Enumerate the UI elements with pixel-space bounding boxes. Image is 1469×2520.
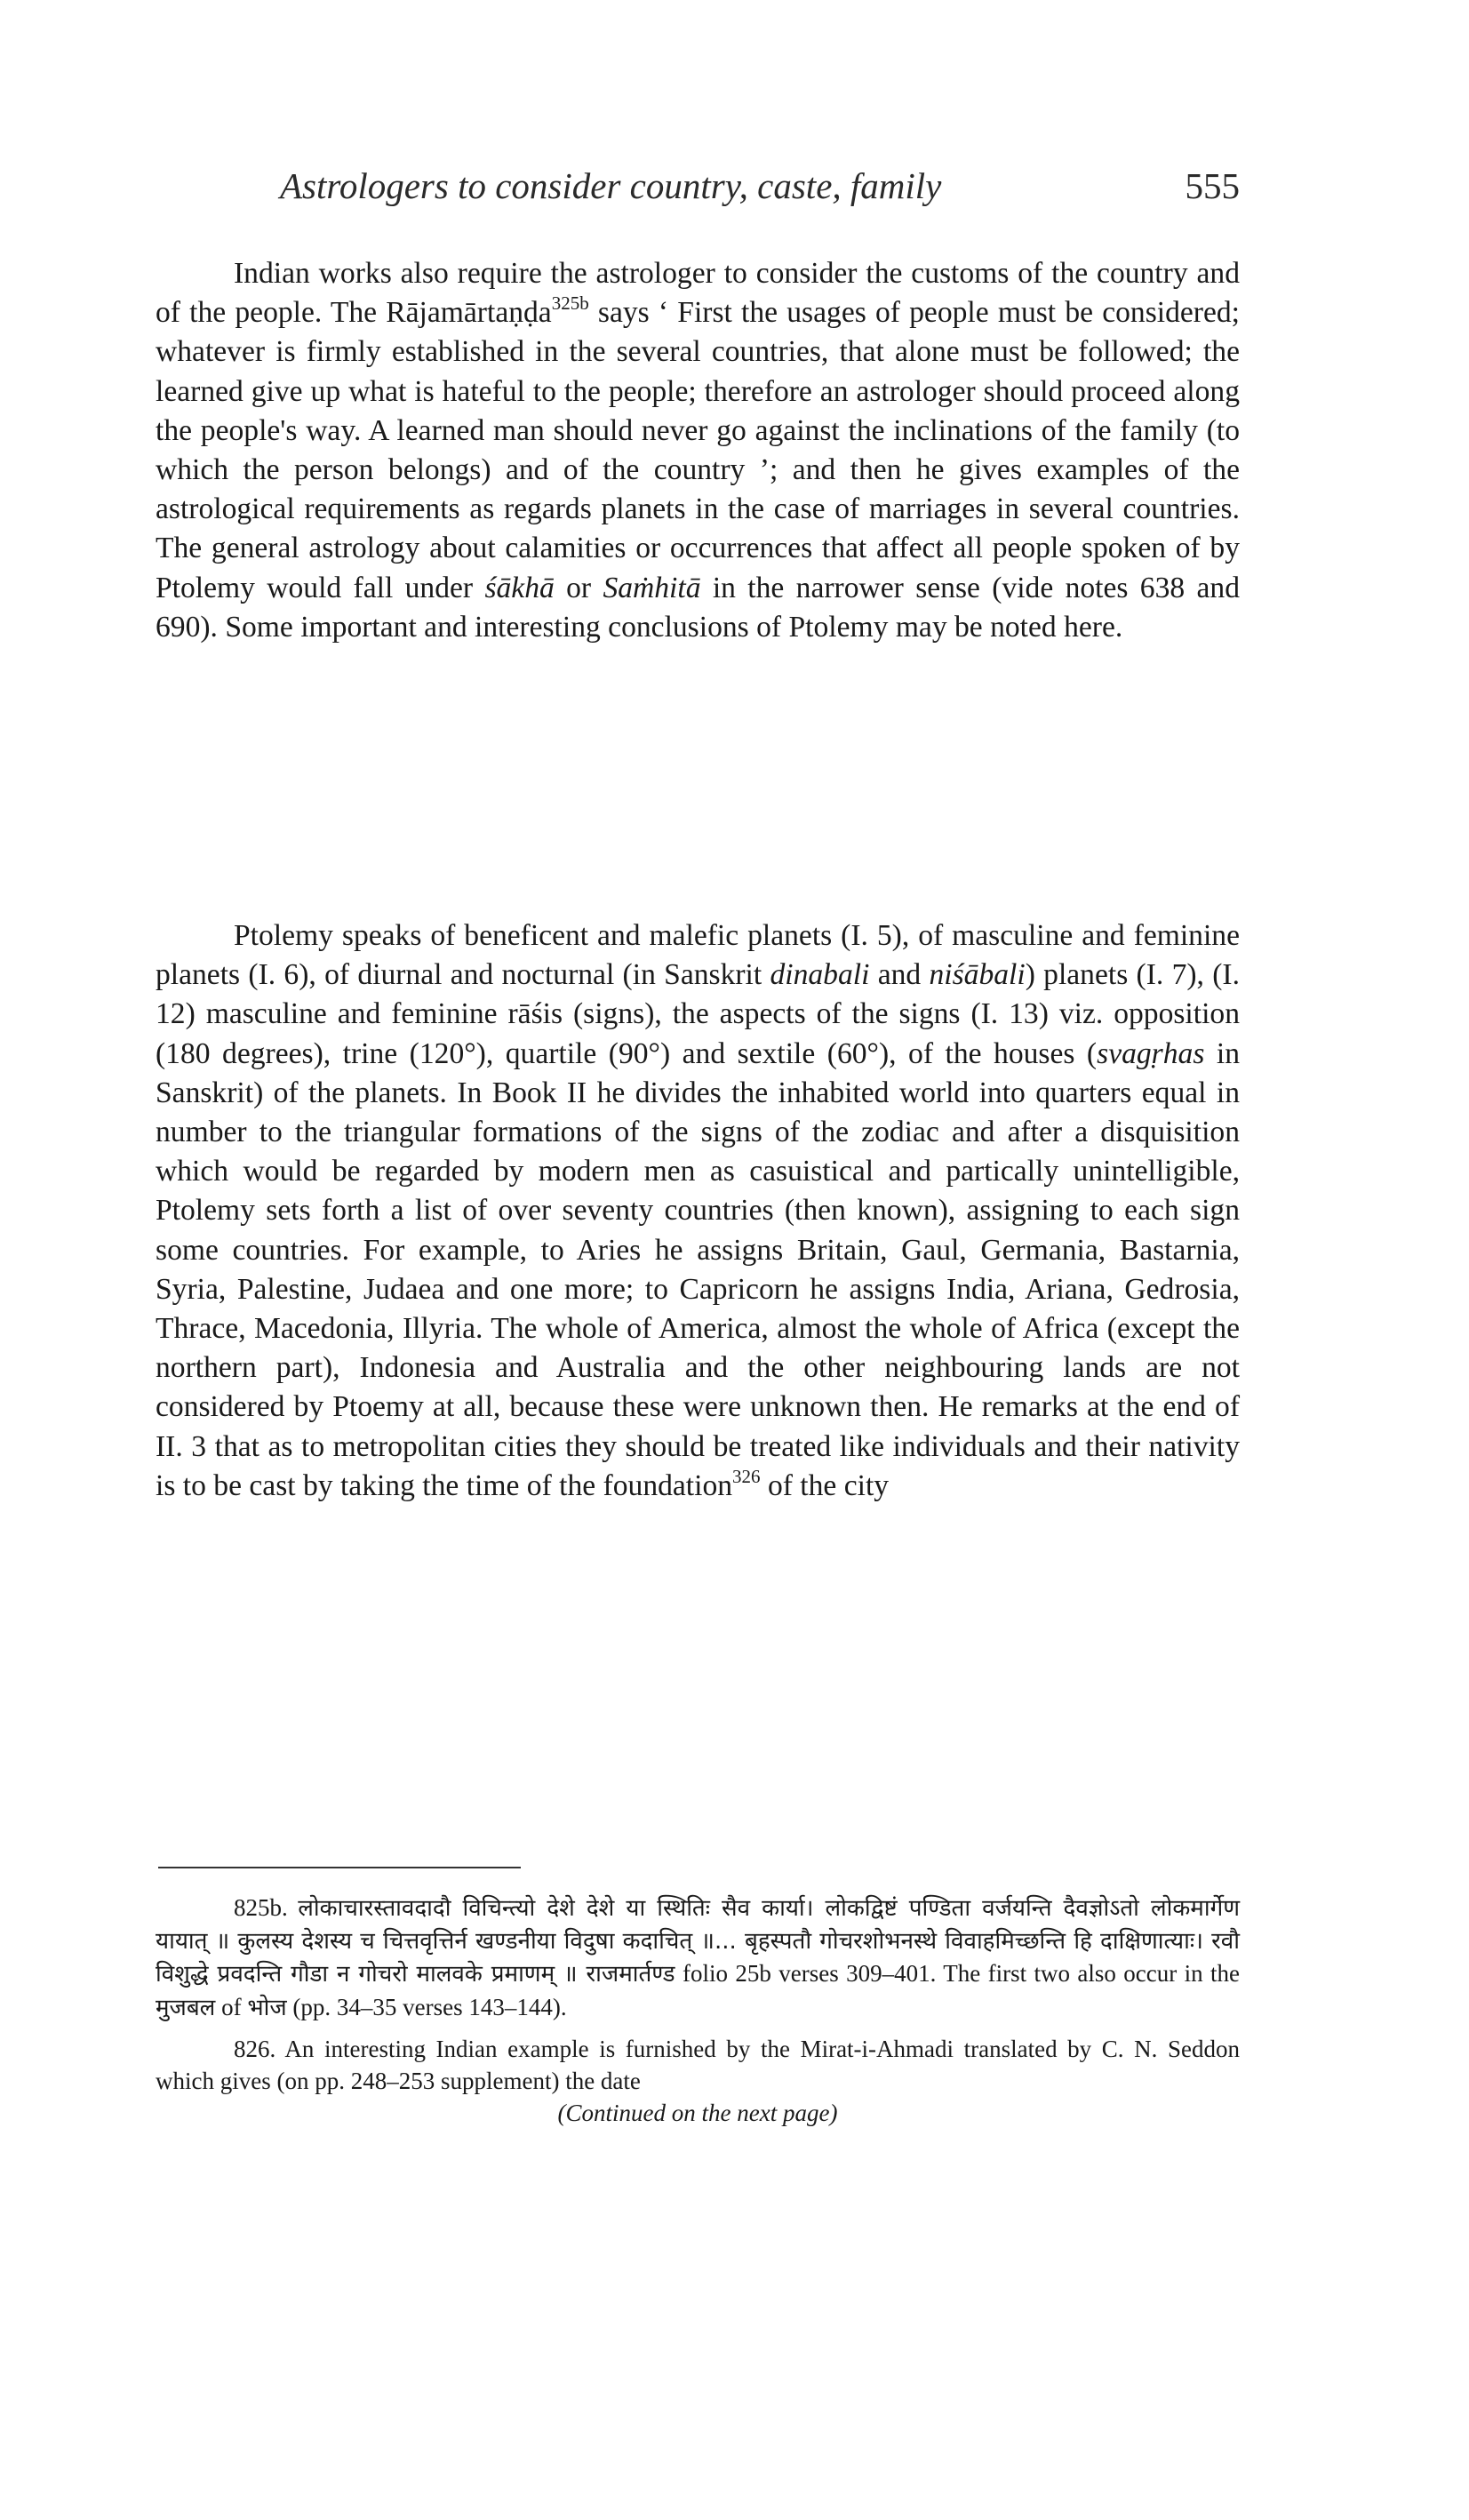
paragraph-1-text-b: says ‘ First the usages of people must be considered; whatever is firmly established in the several countries, that alone must be followed; the learned give up what is hateful to the people; therefore an astrologer should proceed along the people's way. A learned man should never go against the inclinations of the family (to which the person belongs) and of the country ’; and then he gives examples of the astrological requirements as regards planets in the case of marriages in several countries. The general astrology about calamities or occurrences that affect all people spoken of by Ptolemy would fall under — [156, 296, 1240, 604]
paragraph-2-text-c: ) planets (I. 7), (I. 12) masculine and feminine rāśis (signs), the aspects of the signs (I. 13) viz. opposition (180 degrees), trine (120°), quartile (90°) and sextile (60°), of the houses ( — [156, 958, 1240, 1070]
footnote-326-text: An interesting Indian example is furnished by the Mirat-i-Ahmadi translated by C. N. Seddon which gives (on pp. 248–253 supplement) the date — [156, 2035, 1240, 2095]
footnote-325b-label: 825b. — [234, 1894, 288, 1921]
paragraph-2-text-d: in Sanskrit) of the planets. In Book II he divides the inhabited world into quarters equal in number to the triangular formations of the signs of the zodiac and after a disquisition which would be regarded by modern men as casuistical and partically unintelligible, Ptolemy sets forth a list of over seventy countries (then known), assigning to each sign some countries. For example, to Aries he assigns Britain, Gaul, Germania, Bastarnia, Syria, Palestine, Judaea and one more; to Capricorn he assigns India, Ariana, Gedrosia, Thrace, Macedonia, Illyria. The whole of America, almost the whole of Africa (except the northern part), Indonesia and Australia and the other neighbouring lands are not considered by Ptoemy at all, because these were unknown then. He remarks at the end of II. 3 that as to metropolitan cities they should be treated like individuals and their nativity is to be cast by taking the time of the foundation — [156, 1036, 1241, 1502]
term-sakha: śākhā — [484, 571, 555, 604]
paragraph-2-text-b: and — [869, 958, 930, 992]
footnote-325b-sanskrit-3: भोज — [247, 1994, 287, 2021]
footnote-rule — [158, 1867, 521, 1868]
term-svagrhas: svagṛhas — [1097, 1036, 1205, 1070]
footnotes — [156, 1892, 1240, 2129]
paragraph-2 — [156, 916, 1240, 1506]
paragraph-1 — [156, 254, 1240, 647]
term-dinabali: dinabali — [770, 958, 870, 992]
footnote-326-label: 826. — [234, 2035, 276, 2062]
continued-note: (Continued on the next page) — [557, 2100, 838, 2127]
paragraph-2-text-a: Ptolemy speaks of beneficent and malefic planets (I. 5), of masculine and feminine planets (I. 6), of diurnal and nocturnal (in Sanskrit — [156, 919, 1240, 992]
footnote-325b — [156, 1892, 1240, 2024]
running-title: Astrologers to consider country, caste, family — [280, 165, 942, 206]
footnote-ref-325b: 325b — [551, 292, 589, 315]
footnote-325b-sanskrit: लोकाचारस्तावदादौ विचिन्त्यो देशे देशे या स्थितिः सैव कार्या। लोकद्विष्टं पण्डिता वर्जयन्ति दैवज्ञोऽतो लोकमार्गेण यायात् ॥ कुलस्य देशस्य च चित्तवृत्तिर्न खण्डनीया विदुषा कदाचित् ॥... बृहस्पतौ गोचरशोभनस्थे विवाहमिच्छन्ति हि दाक्षिणात्याः। रवौ विशुद्धे प्रवदन्ति गौडा न गोचरो मालवके प्रमाणम् ॥ राजमार्तण्ड — [156, 1895, 1241, 1988]
paragraph-1-text-c: or — [554, 571, 603, 604]
footnote-325b-ref-3: (pp. 34–35 verses 143–144). — [286, 1993, 567, 2020]
footnote-325b-ref: folio 25b verses 309–401. The first two also occur in the — [675, 1960, 1240, 1988]
term-samhita: Saṁhitā — [603, 571, 701, 604]
paragraph-2-text-e: of the city — [760, 1468, 890, 1502]
page-number: 555 — [1185, 165, 1240, 206]
running-head — [156, 164, 1240, 227]
paragraph-1-text-d: in the narrower sense (vide notes 638 and 690). Some important and interesting conclusions of Ptolemy may be noted here. — [156, 571, 1240, 644]
paragraph-1-text-a: Indian works also require the astrologer to consider the customs of the country and of the people. The Rājamārtaṇḍa — [156, 257, 1240, 330]
footnote-ref-326: 326 — [732, 1465, 761, 1487]
term-nisabali: niśābali — [929, 958, 1026, 992]
footnote-325b-ref-2: of — [215, 1993, 248, 2020]
footnote-326 — [156, 2033, 1240, 2097]
footnote-325b-sanskrit-2: मुजबल — [156, 1994, 216, 2021]
